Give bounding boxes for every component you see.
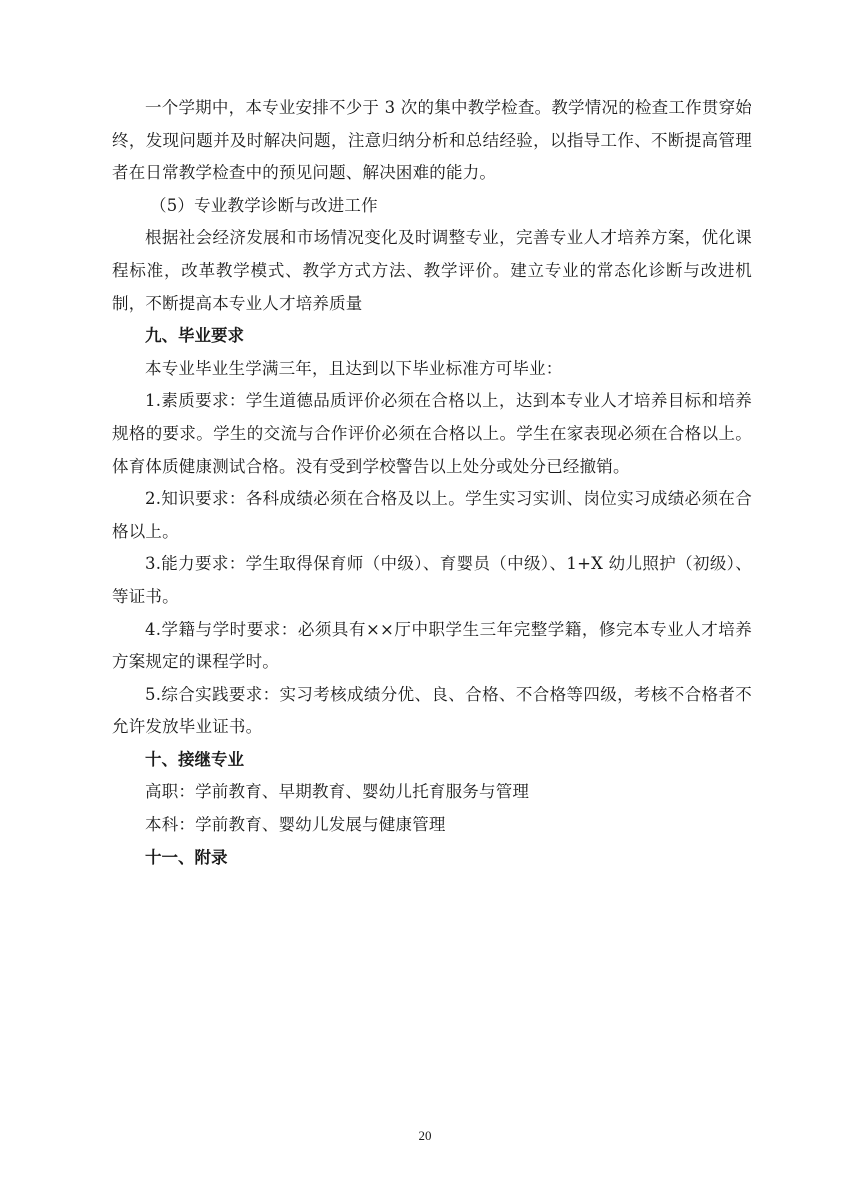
paragraph-graduation-intro: 本专业毕业生学满三年，且达到以下毕业标准方可毕业：: [145, 358, 563, 378]
section-heading-continuing-majors: 十、接继专业: [145, 749, 244, 769]
paragraph-knowledge-requirement: 2.知识要求：各科成绩必须在合格及以上。学生实习实训、岗位实习成绩必须在合格以上。: [112, 489, 752, 541]
paragraph-higher-vocational: 高职：学前教育、早期教育、婴幼儿托育服务与管理: [145, 782, 530, 802]
paragraph-ability-requirement: 3.能力要求：学生取得保育师（中级）、育婴员（中级）、1+X 幼儿照护（初级）、等证书。: [112, 554, 752, 606]
paragraph-diagnosis-improvement: 根据社会经济发展和市场情况变化及时调整专业，完善专业人才培养方案，优化课程标准，改革教学模式、教学方式方法、教学评价。建立专业的常态化诊断与改进机制，不断提高本专业人才培养质量: [112, 228, 752, 313]
paragraph-enrollment-requirement: 4.学籍与学时要求：必须具有××厅中职学生三年完整学籍，修完本专业人才培养方案规定的课程学时。: [112, 619, 752, 672]
paragraph-teaching-inspection: 一个学期中，本专业安排不少于 3 次的集中教学检查。教学情况的检查工作贯穿始终，发现问题并及时解决问题，注意归纳分析和总结经验，以指导工作、不断提高管理者在日常教学检查中的预见问题、解决困难的能力。: [112, 98, 752, 183]
paragraph-practice-requirement: 5.综合实践要求：实习考核成绩分优、良、合格、不合格等四级，考核不合格者不允许发放毕业证书。: [112, 684, 752, 737]
document-body: [112, 92, 752, 874]
paragraph-quality-requirement: 1.素质要求：学生道德品质评价必须在合格以上，达到本专业人才培养目标和培养规格的要求。学生的交流与合作评价必须在合格以上。学生在家表现必须在合格以上。体育体质健康测试合格。没有受到学校警告以上处分或处分已经撤销。: [112, 391, 752, 476]
section-heading-appendix: 十一、附录: [145, 847, 228, 867]
page-number: 20: [418, 1128, 432, 1143]
paragraph-undergraduate: 本科：学前教育、婴幼儿发展与健康管理: [145, 815, 446, 835]
subheading-diagnosis-improvement: （5）专业教学诊断与改进工作: [150, 195, 378, 215]
section-heading-graduation-requirements: 九、毕业要求: [145, 326, 244, 346]
